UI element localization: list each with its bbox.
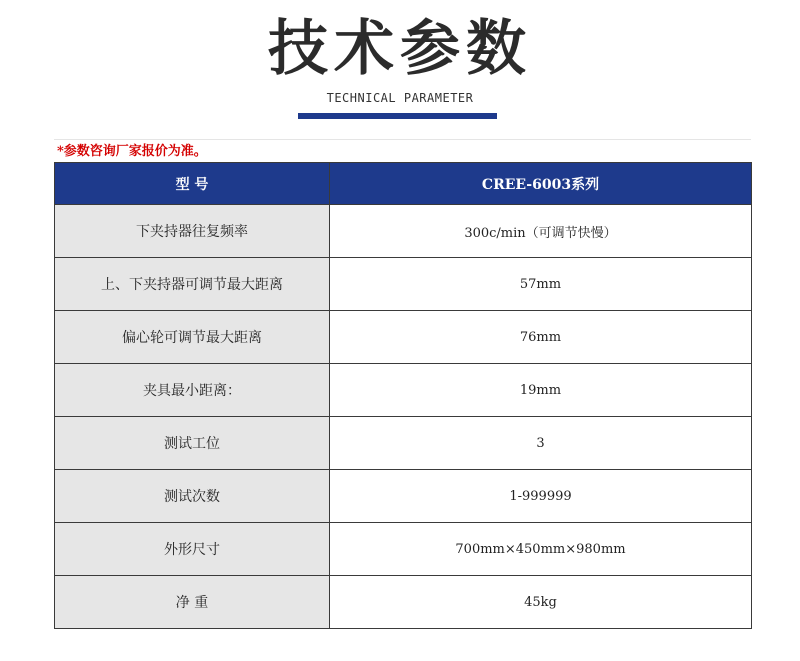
param-name: 上、下夹持器可调节最大距离	[55, 258, 330, 311]
param-value: 76mm	[330, 311, 752, 364]
title-underline	[298, 113, 497, 119]
param-value: 700mm×450mm×980mm	[330, 523, 752, 576]
table-row	[55, 417, 752, 470]
table-row	[55, 576, 752, 629]
price-note: *参数咨询厂家报价为准。	[57, 144, 207, 159]
table-row	[55, 258, 752, 311]
param-name: 外形尺寸	[55, 523, 330, 576]
param-name: 净 重	[55, 576, 330, 629]
header-model-value: CREE-6003系列	[330, 163, 752, 205]
spec-table	[54, 162, 752, 629]
table-row	[55, 364, 752, 417]
page-title: 技术参数	[268, 14, 532, 84]
table-row	[55, 205, 752, 258]
param-value: 3	[330, 417, 752, 470]
param-value: 57mm	[330, 258, 752, 311]
table-header-row	[55, 163, 752, 205]
spec-panel	[54, 139, 751, 629]
table-row	[55, 311, 752, 364]
page-subtitle: TECHNICAL PARAMETER	[326, 91, 474, 105]
param-name: 夹具最小距离：	[55, 364, 330, 417]
param-value: 300c/min（可调节快慢）	[330, 205, 752, 258]
header-model-label: 型 号	[55, 163, 330, 205]
param-value: 1-999999	[330, 470, 752, 523]
table-row	[55, 523, 752, 576]
param-name: 下夹持器往复频率	[55, 205, 330, 258]
param-name: 偏心轮可调节最大距离	[55, 311, 330, 364]
param-value: 45kg	[330, 576, 752, 629]
param-value: 19mm	[330, 364, 752, 417]
table-row	[55, 470, 752, 523]
param-name: 测试次数	[55, 470, 330, 523]
param-name: 测试工位	[55, 417, 330, 470]
